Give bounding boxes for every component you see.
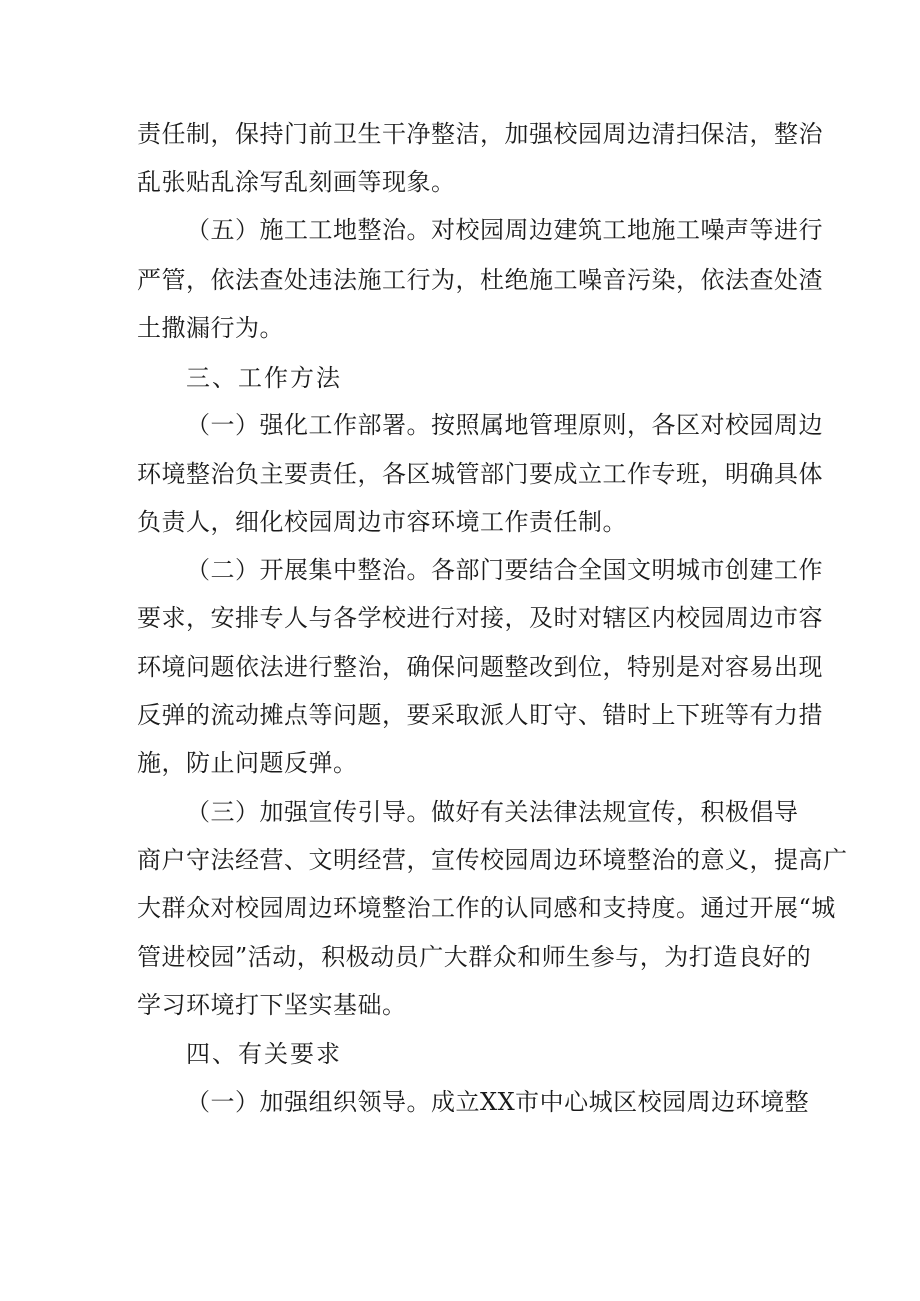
- text-line: 学习环境打下坚实基础。: [137, 991, 407, 1019]
- paragraph-start-line: （一）强化工作部署。按照属地管理原则，各区对校园周边: [186, 411, 823, 439]
- text-line: 反弹的流动摊点等问题，要采取派人盯守、错时上下班等有力措: [137, 701, 823, 729]
- paragraph-start-line: （一）加强组织领导。成立XX市中心城区校园周边环境整: [186, 1088, 810, 1116]
- text-line: 商户守法经营、文明经营，宣传校园周边环境整治的意义，提高广: [137, 846, 848, 874]
- text-line: 负责人，细化校园周边市容环境工作责任制。: [137, 508, 627, 536]
- section-heading: 三、工作方法: [186, 364, 342, 392]
- text-line: 环境问题依法进行整治，确保问题整改到位，特别是对容易出现: [137, 653, 823, 681]
- text-line: 大群众对校园周边环境整治工作的认同感和支持度。通过开展“城: [137, 894, 836, 922]
- text-line: 环境整治负主要责任，各区城管部门要成立工作专班，明确具体: [137, 460, 823, 488]
- text-line: 土撒漏行为。: [137, 314, 284, 342]
- text-line: 要求，安排专人与各学校进行对接，及时对辖区内校园周边市容: [137, 604, 823, 632]
- section-heading: 四、有关要求: [186, 1040, 342, 1068]
- text-line: 严管，依法查处违法施工行为，杜绝施工噪音污染，依法查处渣: [137, 266, 823, 294]
- paragraph-start-line: （五）施工工地整治。对校园周边建筑工地施工噪声等进行: [186, 216, 823, 244]
- paragraph-start-line: （二）开展集中整治。各部门要结合全国文明城市创建工作: [186, 556, 823, 584]
- text-line: 管进校园”活动，积极动员广大群众和师生参与，为打造良好的: [137, 943, 812, 971]
- paragraph-start-line: （三）加强宣传引导。做好有关法律法规宣传，积极倡导: [186, 798, 799, 826]
- text-line: 施，防止问题反弹。: [137, 749, 358, 777]
- text-line: 责任制，保持门前卫生干净整洁，加强校园周边清扫保洁，整治: [137, 120, 823, 148]
- text-line: 乱张贴乱涂写乱刻画等现象。: [137, 168, 456, 196]
